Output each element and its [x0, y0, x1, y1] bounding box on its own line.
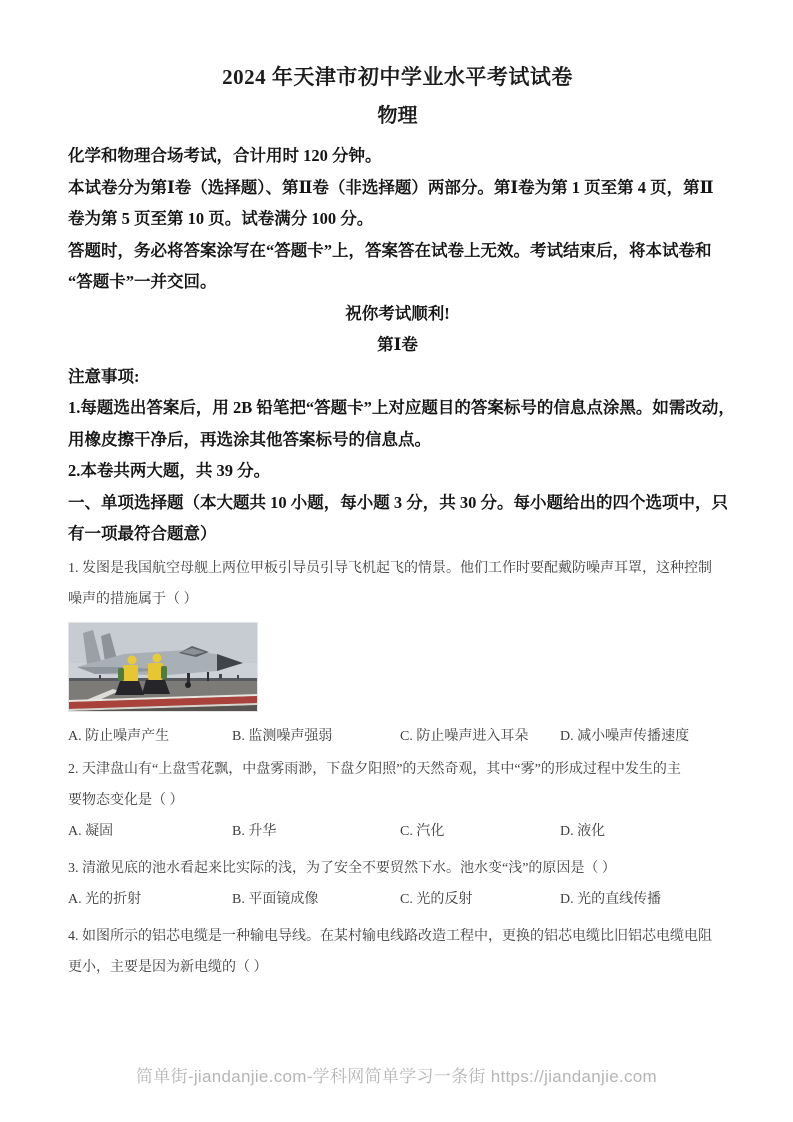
instruction-line: 答题时，务必将答案涂写在“答题卡”上，答案答在试卷上无效。考试结束后，将本试卷和: [68, 240, 712, 260]
good-luck-line: 祝你考试顺利!: [345, 303, 450, 323]
section-heading-line: 一、单项选择题（本大题共 10 小题，每小题 3 分，共 30 分。每小题给出的四个选项中，只: [68, 492, 728, 512]
question-stem-line: 4. 如图所示的铝芯电缆是一种输电导线。在某村输电线路改造工程中，更换的铝芯电缆比旧铝芯电缆电阻: [68, 928, 712, 944]
note-line: 2.本卷共两大题，共 39 分。: [68, 461, 271, 480]
question-4: [68, 921, 727, 983]
volume-heading: 第Ⅰ卷: [377, 335, 418, 354]
section-heading-line: 有一项最符合题意）: [68, 524, 217, 543]
note-line: 1.每题选出答案后，用 2B 铅笔把“答题卡”上对应题目的答案标号的信息点涂黑。如需改动，: [68, 398, 735, 417]
option-a: A. 防止噪声产生: [68, 728, 170, 744]
option-c: C. 汽化: [400, 823, 445, 839]
option-d: D. 光的直线传播: [560, 891, 662, 907]
question-stem-line: 1. 发图是我国航空母舰上两位甲板引导员引导飞机起飞的情景。他们工作时要配戴防噪声耳罩，这种控制: [68, 560, 712, 576]
question-options: [68, 884, 727, 915]
instruction-line: “答题卡”一并交回。: [68, 272, 217, 291]
question-stem-line: 3. 清澈见底的池水看起来比实际的浅，为了安全不要贸然下水。池水变“浅”的原因是（ ）: [68, 860, 616, 876]
question-stem-line: 噪声的措施属于（ ）: [68, 591, 198, 607]
option-a: A. 光的折射: [68, 891, 142, 907]
note-line: 用橡皮擦干净后，再选涂其他答案标号的信息点。: [68, 429, 431, 449]
instruction-line: 卷为第 5 页至第 10 页。试卷满分 100 分。: [68, 209, 374, 228]
option-b: B. 平面镜成像: [232, 891, 319, 907]
question-1: [68, 553, 727, 752]
question-stem-line: 更小，主要是因为新电缆的（ ）: [68, 959, 268, 975]
option-b: B. 升华: [232, 823, 277, 839]
question-stem-line: 要物态变化是（ ）: [68, 792, 184, 808]
instruction-line: 本试卷分为第Ⅰ卷（选择题）、第Ⅱ卷（非选择题）两部分。第Ⅰ卷为第 1 页至第 4 页，第Ⅱ: [68, 177, 714, 197]
subject-title: 物理: [377, 105, 418, 127]
option-a: A. 凝固: [68, 823, 114, 839]
aircraft-carrier-deck-crew-photo: [68, 622, 258, 712]
question-options: [68, 816, 727, 847]
option-c: C. 光的反射: [400, 891, 473, 907]
section-heading: [68, 487, 727, 550]
instruction-line: 化学和物理合场考试，合计用时 120 分钟。: [68, 146, 382, 165]
watermark-footer: 简单街-jiandanjie.com-学科网简单学习一条街 https://jiandanjie.com: [135, 1067, 658, 1086]
notes-block: [68, 361, 735, 487]
option-d: D. 液化: [560, 823, 606, 839]
option-b: B. 监测噪声强弱: [232, 728, 333, 744]
option-c: C. 防止噪声进入耳朵: [400, 728, 529, 744]
option-d: D. 减小噪声传播速度: [560, 728, 690, 744]
question-options: [68, 721, 727, 752]
exam-instructions: [68, 140, 727, 298]
page-title: 2024 年天津市初中学业水平考试试卷: [222, 65, 573, 89]
question-stem-line: 2. 天津盘山有“上盘雪花飘，中盘雾雨渺，下盘夕阳照”的天然奇观，其中“雾”的形成过程中发生的主: [68, 761, 681, 777]
question-2: [68, 754, 727, 847]
exam-content: [68, 62, 735, 983]
question-3: [68, 853, 727, 915]
notes-title: 注意事项:: [68, 366, 140, 386]
